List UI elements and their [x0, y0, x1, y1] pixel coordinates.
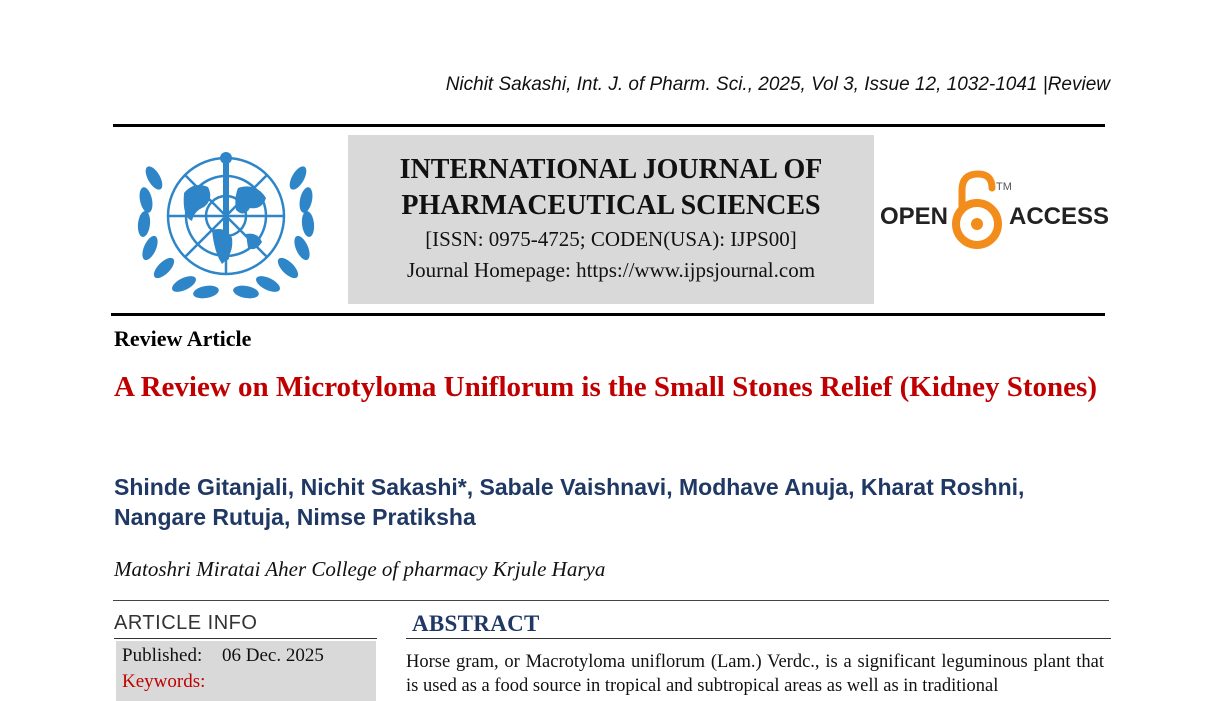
abstract-rule — [406, 638, 1111, 639]
journal-homepage-link[interactable]: Journal Homepage: https://www.ijpsjournal.com — [406, 258, 816, 282]
trademark-mark: TM — [996, 181, 1012, 193]
open-access-logo — [880, 168, 1108, 250]
article-info-rule — [114, 638, 377, 639]
journal-emblem-logo — [126, 138, 326, 306]
open-access-right-text: ACCESS — [1009, 203, 1108, 230]
published-date: 06 Dec. 2025 — [222, 645, 324, 666]
section-divider — [113, 600, 1109, 601]
open-access-left-text: OPEN — [880, 203, 949, 230]
article-info-heading: ARTICLE INFO — [114, 612, 258, 634]
journal-title-line-2: PHARMACEUTICAL SCIENCES — [401, 190, 821, 221]
abstract-text: Horse gram, or Macrotyloma uniflorum (Lam.) Verdc., is a significant leguminous plant that is used as a food source in tropical and subtropical areas as well as in traditional — [406, 652, 1104, 696]
article-title: A Review on Microtyloma Uniflorum is the Small Stones Relief (Kidney Stones) — [114, 371, 1097, 403]
keywords-label: Keywords: — [122, 671, 206, 692]
published-label: Published: — [122, 645, 203, 666]
journal-title-box — [348, 135, 874, 304]
journal-issn: [ISSN: 0975-4725; CODEN(USA): IJPS00] — [425, 227, 797, 251]
running-header-citation: Nichit Sakashi, Int. J. of Pharm. Sci., 2025, Vol 3, Issue 12, 1032-1041 |Review — [445, 74, 1110, 95]
journal-title — [348, 152, 874, 224]
open-lock-icon — [956, 174, 998, 245]
author-list: Shinde Gitanjali, Nichit Sakashi*, Sabale Vaishnavi, Modhave Anuja, Kharat Roshni, Nangare Rutuja, Nimse Pratiksha — [114, 474, 1025, 530]
header-rule-bottom — [111, 313, 1105, 316]
author-affiliation: Matoshri Miratai Aher College of pharmacy Krjule Harya — [114, 557, 606, 581]
journal-title-line-1: INTERNATIONAL JOURNAL OF — [399, 154, 823, 185]
abstract-heading: ABSTRACT — [412, 611, 540, 636]
article-type-label: Review Article — [114, 326, 252, 351]
header-rule-top — [113, 124, 1105, 127]
article-info-box — [116, 641, 376, 701]
